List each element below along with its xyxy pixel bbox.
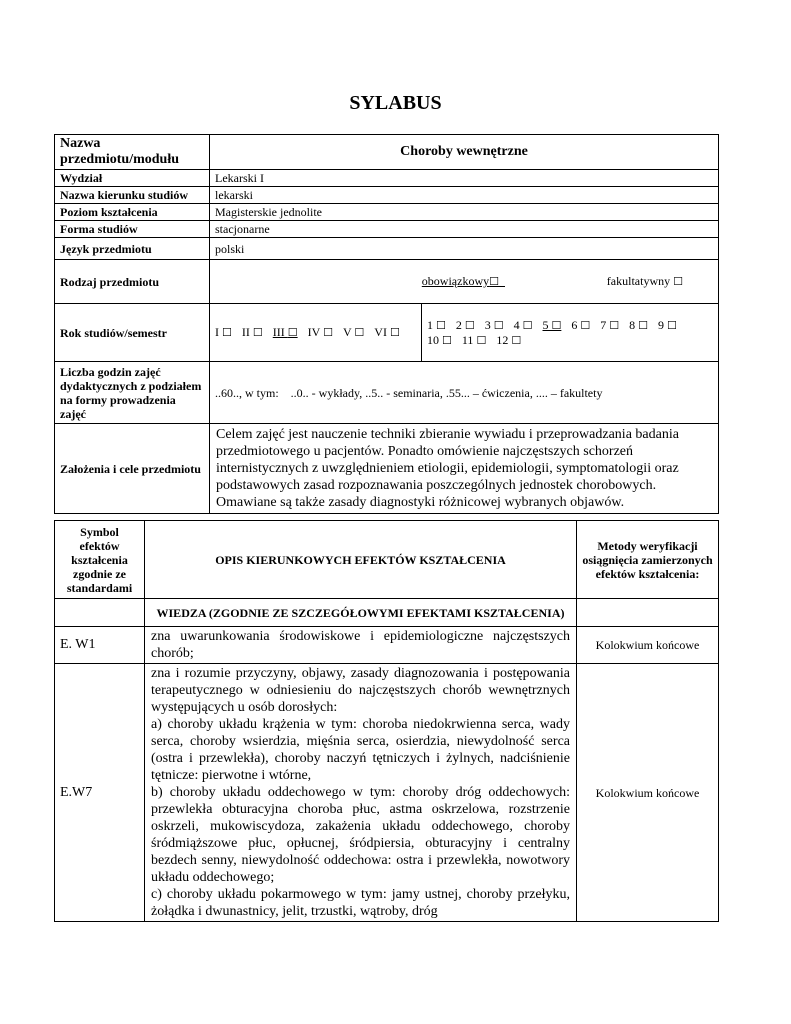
checkbox-icon: ☐ (551, 319, 562, 332)
effect-description: zna i rozumie przyczyny, objawy, zasady diagnozowania i postępowania terapeutycznego w odniesieniu do najczęstszych chorób wewnętrznych występujących u osób dorosłych: a) choroby układu krążenia w tym: choroba niedokrwienna serca, wady serca, choroby wsierdzia, mięśnia serca, osierdzia, niewydolność serca (ostra i przewlekła), choroby naczyń tętniczych i żylnych, nadciśnienie tętnicze: pierwotne i wtórne, b) choroby układu oddechowego w tym: choroby dróg oddechowych: przewlekła obturacyjna choroba płuc, astma oskrzelowa, rozstrzenie oskrzeli, mukowiscydoza, zakażenia układu oddechowego, choroby śródmiąższowe płuc, opłucnej, śródpiersia, obturacyjny i centralny bezdech senny, niewydolność oddechowa: ostra i przewlekła, nowotwory układu oddechowego; c) choroby układu pokarmowego w tym: jamy ustnej, choroby przełyku, żołądka i dwunastnicy, jelit, trzustki, wątroby, dróg (145, 664, 577, 922)
checkbox-icon: ☐ (511, 334, 522, 347)
name-label: Nazwa przedmiotu/modułu (55, 135, 210, 170)
semester-option-10[interactable]: 10 ☐ (427, 333, 452, 347)
semester-option-6[interactable]: 6 ☐ (571, 318, 591, 332)
table-row (55, 664, 719, 922)
semester-option-9[interactable]: 9 ☐ (658, 318, 677, 332)
faculty-value: Lekarski I (210, 170, 719, 187)
year-options (210, 304, 422, 362)
col-methods-header: Metody weryfikacji osiągnięcia zamierzonych efektów kształcenia: (577, 521, 719, 599)
field-value: lekarski (210, 187, 719, 204)
checkbox-icon: ☐ (354, 326, 365, 339)
faculty-label: Wydział (55, 170, 210, 187)
checkbox-icon: ☐ (493, 319, 504, 332)
checkbox-icon: ☐ (464, 319, 475, 332)
type-optional-label: fakultatywny (606, 274, 671, 288)
checkbox-icon: ☐ (252, 326, 263, 339)
checkbox-icon: ☐ (673, 275, 683, 288)
table-row (55, 627, 719, 664)
semester-option-4[interactable]: 4 ☐ (513, 318, 533, 332)
language-label: Język przedmiotu (55, 238, 210, 260)
hours-label: Liczba godzin zajęć dydaktycznych z podziałem na formy prowadzenia zajęć (55, 362, 210, 424)
general-info-table (54, 134, 719, 514)
semester-option-1[interactable]: 1 ☐ (427, 318, 446, 332)
language-value: polski (210, 238, 719, 260)
year-option-V[interactable]: V ☐ (342, 325, 365, 339)
checkbox-icon: ☐ (522, 319, 533, 332)
year-label: Rok studiów/semestr (55, 304, 210, 362)
field-label: Nazwa kierunku studiów (55, 187, 210, 204)
semester-options (422, 304, 719, 362)
type-optional-option[interactable] (508, 274, 683, 289)
checkbox-icon: ☐ (436, 319, 446, 332)
name-value: Choroby wewnętrzne (210, 135, 719, 170)
effect-method: Kolokwium końcowe (577, 664, 719, 922)
semester-option-7[interactable]: 7 ☐ (600, 318, 620, 332)
effect-symbol: E. W1 (55, 627, 145, 664)
type-label: Rodzaj przedmiotu (55, 260, 210, 304)
checkbox-icon: ☐ (442, 334, 452, 347)
checkbox-icon: ☐ (222, 326, 232, 339)
checkbox-icon: ☐ (667, 319, 677, 332)
semester-option-5[interactable]: 5 ☐ (542, 318, 562, 332)
goals-value: Celem zajęć jest nauczenie techniki zbieranie wywiadu i przeprowadzania badania przedmiotowego u pacjentów. Ponadto omówienie najczęstszych schorzeń internistycznych z uwzględnieniem etiologii, epidemiologii, symptomatologii oraz podstawowych zasad rozpoznawania poszczególnych jednostek chorobowych. Omawiane są także zasady diagnostyki różnicowej wybranych objawów. (210, 424, 719, 514)
year-option-IV[interactable]: IV ☐ (307, 325, 333, 339)
checkbox-icon: ☐ (580, 319, 591, 332)
year-option-I[interactable]: I ☐ (215, 325, 232, 339)
checkbox-icon: ☐ (638, 319, 648, 332)
section-header: WIEDZA (ZGODNIE ZE SZCZEGÓŁOWYMI EFEKTAMI KSZTAŁCENIA) (145, 599, 577, 627)
col-desc-header: OPIS KIERUNKOWYCH EFEKTÓW KSZTAŁCENIA (145, 521, 577, 599)
col-symbol-header: Symbol efektów kształcenia zgodnie ze standardami (55, 521, 145, 599)
level-label: Poziom kształcenia (55, 204, 210, 221)
checkbox-checked-icon: ☐ (489, 275, 499, 288)
semester-option-12[interactable]: 12 ☐ (496, 333, 522, 347)
year-option-VI[interactable]: VI ☐ (374, 325, 400, 339)
checkbox-icon: ☐ (389, 326, 400, 339)
level-value: Magisterskie jednolite (210, 204, 719, 221)
hours-value: ..60.., w tym: ..0.. - wykłady, ..5.. - seminaria, .55... – ćwiczenia, .... – fakultety (210, 362, 719, 424)
learning-outcomes-table (54, 520, 719, 922)
effect-description: zna uwarunkowania środowiskowe i epidemiologiczne najczęstszych chorób; (145, 627, 577, 664)
page-title: SYLABUS (349, 92, 442, 114)
semester-option-8[interactable]: 8 ☐ (629, 318, 648, 332)
type-options (210, 260, 719, 304)
effect-method: Kolokwium końcowe (577, 627, 719, 664)
semester-option-11[interactable]: 11 ☐ (461, 333, 487, 347)
goals-label: Założenia i cele przedmiotu (55, 424, 210, 514)
checkbox-icon: ☐ (323, 326, 333, 339)
checkbox-icon: ☐ (287, 326, 298, 339)
form-value: stacjonarne (210, 221, 719, 238)
effect-symbol: E.W7 (55, 664, 145, 922)
year-option-II[interactable]: II ☐ (241, 325, 263, 339)
year-option-III[interactable]: III ☐ (272, 325, 298, 339)
form-label: Forma studiów (55, 221, 210, 238)
type-mandatory-option[interactable] (215, 274, 505, 289)
type-mandatory-label: obowiązkowy (421, 274, 490, 288)
semester-option-2[interactable]: 2 ☐ (455, 318, 475, 332)
checkbox-icon: ☐ (476, 334, 487, 347)
checkbox-icon: ☐ (609, 319, 620, 332)
semester-option-3[interactable]: 3 ☐ (484, 318, 504, 332)
